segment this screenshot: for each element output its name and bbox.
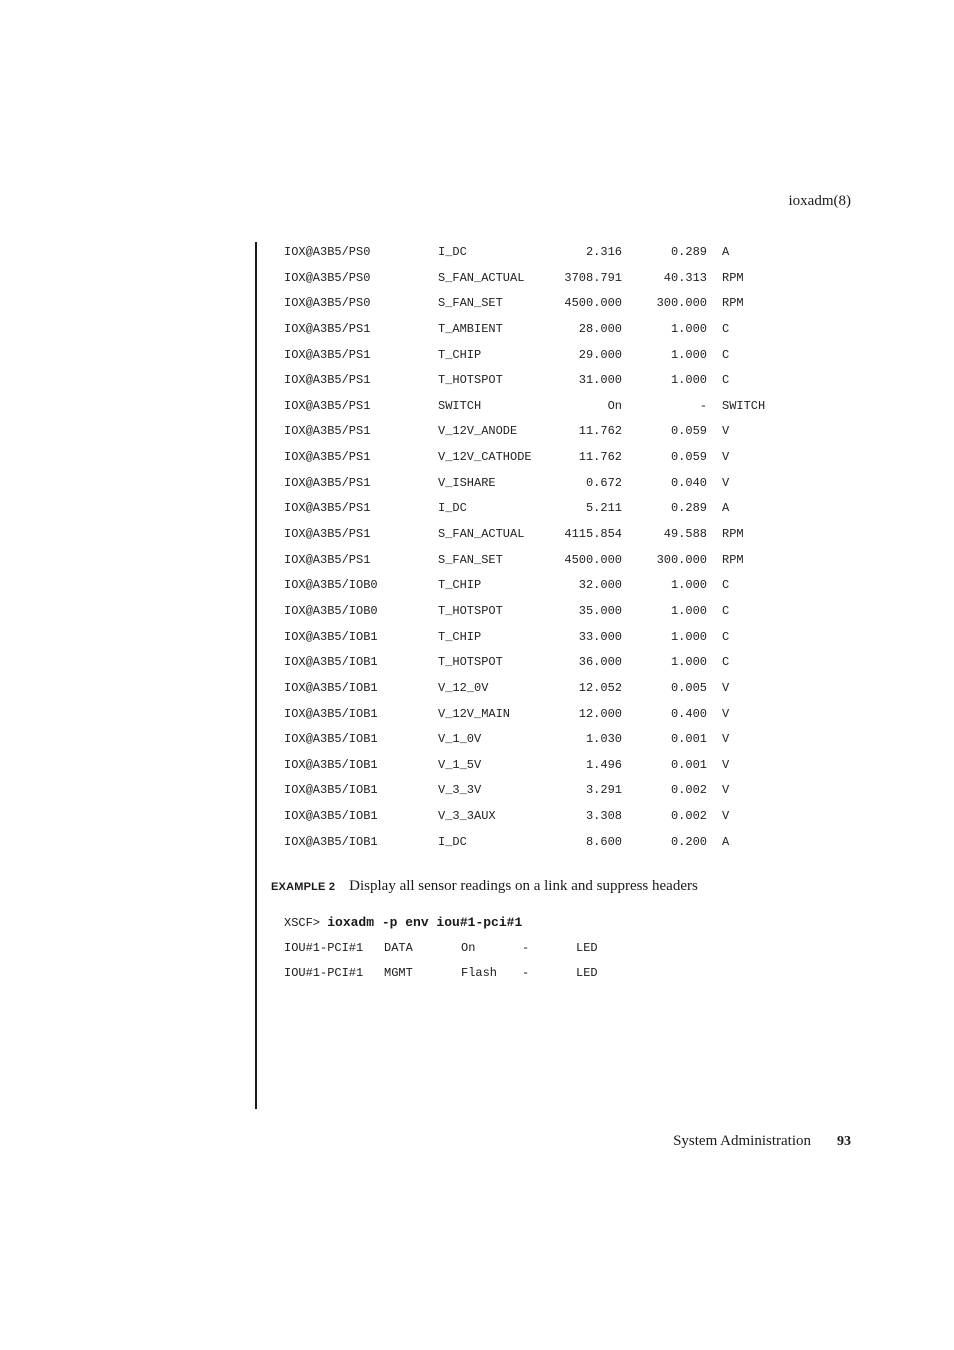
cell-tolerance: 300.000: [656, 552, 707, 567]
cell-value: 4500.000: [564, 296, 622, 311]
cell-device: IOX@A3B5/PS1: [284, 347, 371, 362]
cell-unit: A: [722, 834, 730, 849]
example-heading: [271, 878, 698, 895]
cell-sensor: S_FAN_ACTUAL: [438, 527, 525, 542]
cell-sensor: V_1_0V: [438, 732, 482, 747]
cell-value: 0.672: [585, 475, 622, 490]
example-description: Display all sensor readings on a link and suppress headers: [349, 878, 698, 894]
cell-tolerance: 300.000: [656, 296, 707, 311]
cell-unit: RPM: [722, 527, 744, 542]
cell-tolerance: 0.059: [670, 450, 707, 465]
cell-sensor: V_12V_ANODE: [438, 424, 518, 439]
cell-device: IOX@A3B5/IOB1: [284, 680, 378, 695]
cell-device: IOX@A3B5/IOB1: [284, 629, 378, 644]
cell-tolerance: 1.000: [670, 603, 707, 618]
cell-unit: C: [722, 603, 730, 618]
footer-section: System Administration: [673, 1133, 811, 1149]
cell-value: 12.000: [578, 706, 622, 721]
command-prompt: XSCF>: [284, 916, 328, 930]
cell-sensor: S_FAN_SET: [438, 552, 503, 567]
cell-device: IOX@A3B5/PS1: [284, 450, 371, 465]
change-bar: [255, 242, 257, 1109]
cell-sensor: S_FAN_ACTUAL: [438, 270, 525, 285]
example-label: EXAMPLE 2: [271, 881, 336, 893]
cell-device: IOX@A3B5/IOB1: [284, 783, 378, 798]
cell-sensor: T_AMBIENT: [438, 321, 503, 336]
output-cell: MGMT: [384, 966, 413, 980]
cell-unit: RPM: [722, 296, 744, 311]
cell-tolerance: 1.000: [670, 578, 707, 593]
cell-value: On: [607, 398, 622, 413]
cell-value: 2.316: [585, 245, 622, 259]
cell-tolerance: 1.000: [670, 373, 707, 388]
command-text: ioxadm -p env iou#1-pci#1: [327, 915, 523, 930]
output-cell: -: [522, 966, 530, 980]
cell-unit: RPM: [722, 270, 744, 285]
cell-tolerance: 0.059: [670, 424, 707, 439]
cell-sensor: T_CHIP: [438, 347, 482, 362]
cell-sensor: I_DC: [438, 501, 467, 516]
cell-tolerance: 0.289: [670, 501, 707, 516]
cell-device: IOX@A3B5/PS1: [284, 527, 371, 542]
cell-tolerance: 1.000: [670, 629, 707, 644]
cell-device: IOX@A3B5/PS1: [284, 321, 371, 336]
cell-value: 4500.000: [564, 552, 622, 567]
cell-tolerance: 1.000: [670, 321, 707, 336]
cell-device: IOX@A3B5/IOB0: [284, 603, 378, 618]
output-cell: IOU#1-PCI#1: [284, 941, 364, 955]
cell-tolerance: 0.400: [670, 706, 707, 721]
cell-tolerance: 0.002: [670, 809, 707, 824]
cell-value: 11.762: [578, 424, 622, 439]
cell-device: IOX@A3B5/IOB1: [284, 732, 378, 747]
cell-unit: V: [722, 732, 730, 747]
cell-device: IOX@A3B5/PS0: [284, 270, 371, 285]
page-footer: [673, 1133, 851, 1150]
cell-value: 1.496: [585, 757, 622, 772]
cell-device: IOX@A3B5/PS1: [284, 552, 371, 567]
cell-tolerance: 1.000: [670, 655, 707, 670]
cell-device: IOX@A3B5/PS1: [284, 501, 371, 516]
cell-value: 32.000: [578, 578, 622, 593]
cell-value: 3708.791: [564, 270, 622, 285]
cell-tolerance: 0.040: [670, 475, 707, 490]
cell-unit: V: [722, 450, 730, 465]
page-header-title: ioxadm(8): [788, 193, 851, 209]
cell-sensor: V_12V_MAIN: [438, 706, 511, 721]
cell-sensor: V_3_3V: [438, 783, 482, 798]
cell-sensor: SWITCH: [438, 398, 482, 413]
cell-sensor: V_3_3AUX: [438, 809, 496, 824]
cell-sensor: T_HOTSPOT: [438, 373, 503, 388]
cell-unit: A: [722, 245, 730, 259]
output-cell: IOU#1-PCI#1: [284, 966, 364, 980]
cell-value: 36.000: [578, 655, 622, 670]
cell-sensor: T_HOTSPOT: [438, 603, 503, 618]
cell-unit: C: [722, 347, 730, 362]
cell-value: 31.000: [578, 373, 622, 388]
cell-sensor: T_CHIP: [438, 629, 482, 644]
cell-tolerance: 1.000: [670, 347, 707, 362]
page-number: 93: [837, 1134, 851, 1149]
cell-value: 8.600: [585, 834, 622, 849]
cell-tolerance: 0.200: [670, 834, 707, 849]
cell-device: IOX@A3B5/IOB1: [284, 757, 378, 772]
cell-value: 35.000: [578, 603, 622, 618]
cell-device: IOX@A3B5/PS0: [284, 296, 371, 311]
cell-sensor: I_DC: [438, 834, 467, 849]
cell-sensor: V_12_0V: [438, 680, 489, 695]
cell-value: 4115.854: [564, 527, 622, 542]
cell-device: IOX@A3B5/IOB0: [284, 578, 378, 593]
cell-tolerance: 0.001: [670, 757, 707, 772]
cell-value: 29.000: [578, 347, 622, 362]
cell-unit: V: [722, 424, 730, 439]
cell-unit: SWITCH: [722, 398, 766, 413]
cell-tolerance: 40.313: [663, 270, 707, 285]
cell-sensor: S_FAN_SET: [438, 296, 503, 311]
cell-value: 3.308: [585, 809, 622, 824]
cell-device: IOX@A3B5/IOB1: [284, 706, 378, 721]
cell-device: IOX@A3B5/PS1: [284, 398, 371, 413]
output-cell: Flash: [461, 966, 498, 980]
cell-device: IOX@A3B5/IOB1: [284, 655, 378, 670]
cell-device: IOX@A3B5/PS1: [284, 373, 371, 388]
output-cell: On: [461, 941, 476, 955]
cell-unit: RPM: [722, 552, 744, 567]
cell-unit: C: [722, 321, 730, 336]
cell-sensor: V_ISHARE: [438, 475, 496, 490]
cell-tolerance: -: [699, 398, 707, 413]
cell-device: IOX@A3B5/PS1: [284, 475, 371, 490]
output-cell: -: [522, 941, 530, 955]
cell-value: 11.762: [578, 450, 622, 465]
cell-value: 3.291: [585, 783, 622, 798]
cell-unit: V: [722, 783, 730, 798]
cell-unit: V: [722, 757, 730, 772]
cell-unit: A: [722, 501, 730, 516]
cell-unit: V: [722, 680, 730, 695]
cell-value: 1.030: [585, 732, 622, 747]
command-line: [284, 915, 522, 930]
output-cell: LED: [576, 966, 598, 980]
cell-device: IOX@A3B5/PS0: [284, 245, 371, 259]
cell-tolerance: 49.588: [663, 527, 707, 542]
cell-unit: C: [722, 655, 730, 670]
cell-value: 12.052: [578, 680, 622, 695]
cell-sensor: V_1_5V: [438, 757, 482, 772]
cell-sensor: T_HOTSPOT: [438, 655, 503, 670]
cell-sensor: T_CHIP: [438, 578, 482, 593]
cell-unit: C: [722, 629, 730, 644]
cell-unit: C: [722, 373, 730, 388]
cell-tolerance: 0.005: [670, 680, 707, 695]
cell-unit: V: [722, 809, 730, 824]
cell-tolerance: 0.002: [670, 783, 707, 798]
cell-device: IOX@A3B5/IOB1: [284, 834, 378, 849]
cell-device: IOX@A3B5/IOB1: [284, 809, 378, 824]
output-cell: LED: [576, 941, 598, 955]
cell-unit: V: [722, 475, 730, 490]
cell-unit: V: [722, 706, 730, 721]
cell-tolerance: 0.289: [670, 245, 707, 259]
cell-value: 28.000: [578, 321, 622, 336]
cell-value: 33.000: [578, 629, 622, 644]
cell-tolerance: 0.001: [670, 732, 707, 747]
cell-unit: C: [722, 578, 730, 593]
cell-sensor: V_12V_CATHODE: [438, 450, 532, 465]
cell-device: IOX@A3B5/PS1: [284, 424, 371, 439]
output-cell: DATA: [384, 941, 413, 955]
cell-value: 5.211: [585, 501, 622, 516]
cell-sensor: I_DC: [438, 245, 467, 259]
